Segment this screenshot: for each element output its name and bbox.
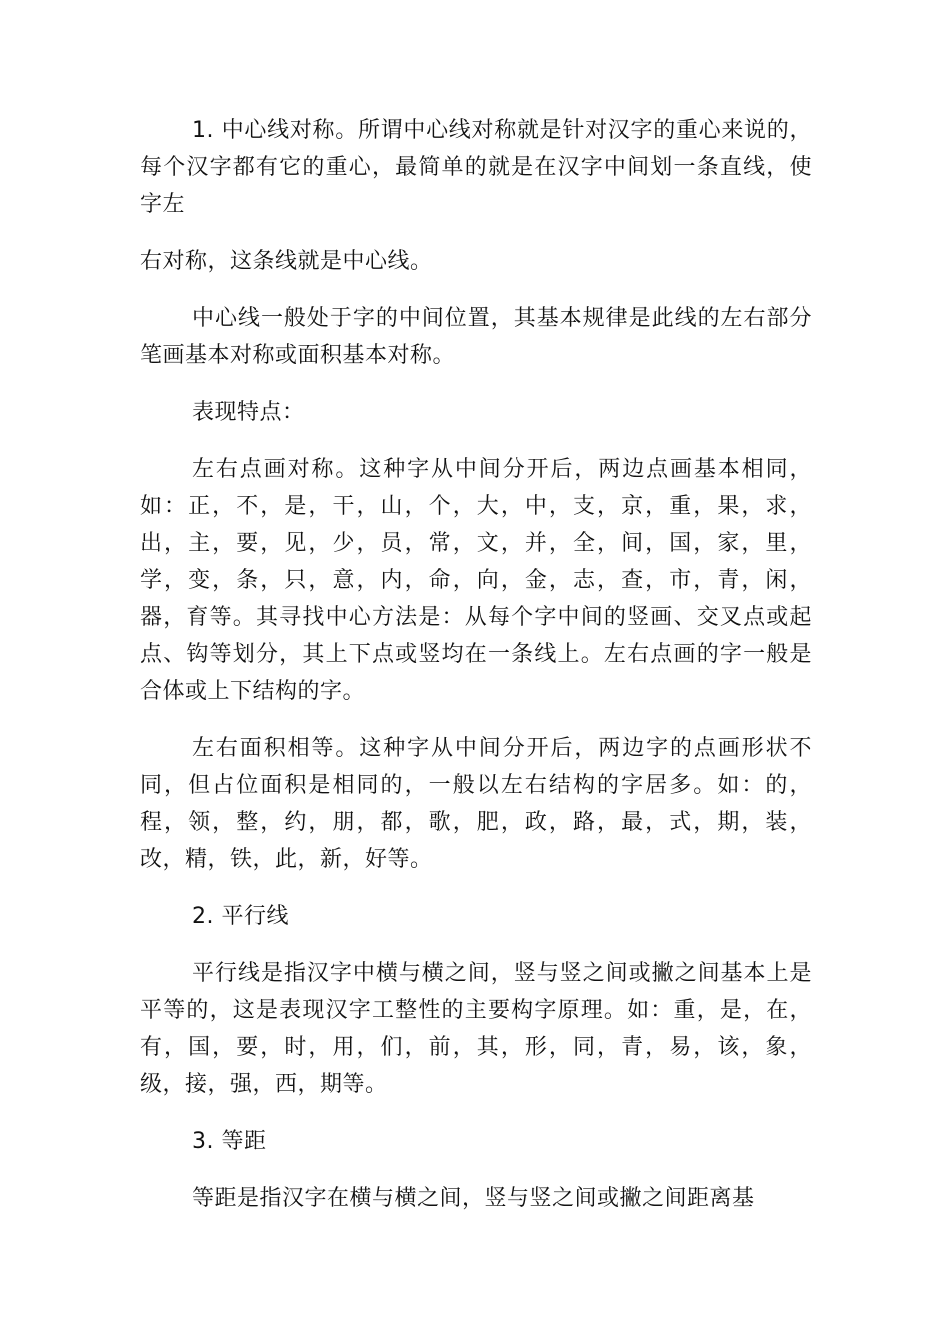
- document-body: [140, 112, 812, 1237]
- section-heading-equal-spacing: 3. 等距: [192, 1129, 267, 1154]
- paragraph-left-right-stroke-symmetry: 左右点画对称。这种字从中间分开后，两边点画基本相同，如：正，不，是，干，山，个，大，中，支，京，重，果，求，出，主，要，见，少，员，常，文，并，全，间，国，家，里，学，变，条，只，意，内，命，向，金，志，查，市，青，闲，器，育等。其寻找中心方法是：从每个字中间的竖画、交叉点或起点、钩等划分，其上下点或竖均在一条线上。左右点画的字一般是合体或上下结构的字。: [140, 457, 812, 704]
- paragraph-features-heading: 表现特点：: [192, 400, 305, 425]
- paragraph-center-line-continued: 右对称，这条线就是中心线。: [140, 249, 433, 274]
- paragraph-left-right-area-equal: 左右面积相等。这种字从中间分开后，两边字的点画形状不同，但占位面积是相同的，一般以左右结构的字居多。如：的，程，领，整，约，朋，都，歌，肥，政，路，最，式，期，装，改，精，铁，此，新，好等。: [140, 736, 812, 872]
- paragraph-center-line-position: 中心线一般处于字的中间位置，其基本规律是此线的左右部分笔画基本对称或面积基本对称。: [140, 306, 812, 368]
- paragraph-center-line-symmetry: 1. 中心线对称。所谓中心线对称就是针对汉字的重心来说的，每个汉字都有它的重心，最简单的就是在汉字中间划一条直线，使字左: [140, 118, 812, 217]
- paragraph-equal-spacing: 等距是指汉字在横与横之间，竖与竖之间或撇之间距离基: [192, 1186, 755, 1211]
- paragraph-parallel-lines: 平行线是指汉字中横与横之间，竖与竖之间或撇之间基本上是平等的，这是表现汉字工整性的主要构字原理。如：重，是，在，有，国，要，时，用，们，前，其，形，同，青，易，该，象，级，接，强，西，期等。: [140, 961, 812, 1097]
- section-heading-parallel-lines: 2. 平行线: [192, 904, 289, 929]
